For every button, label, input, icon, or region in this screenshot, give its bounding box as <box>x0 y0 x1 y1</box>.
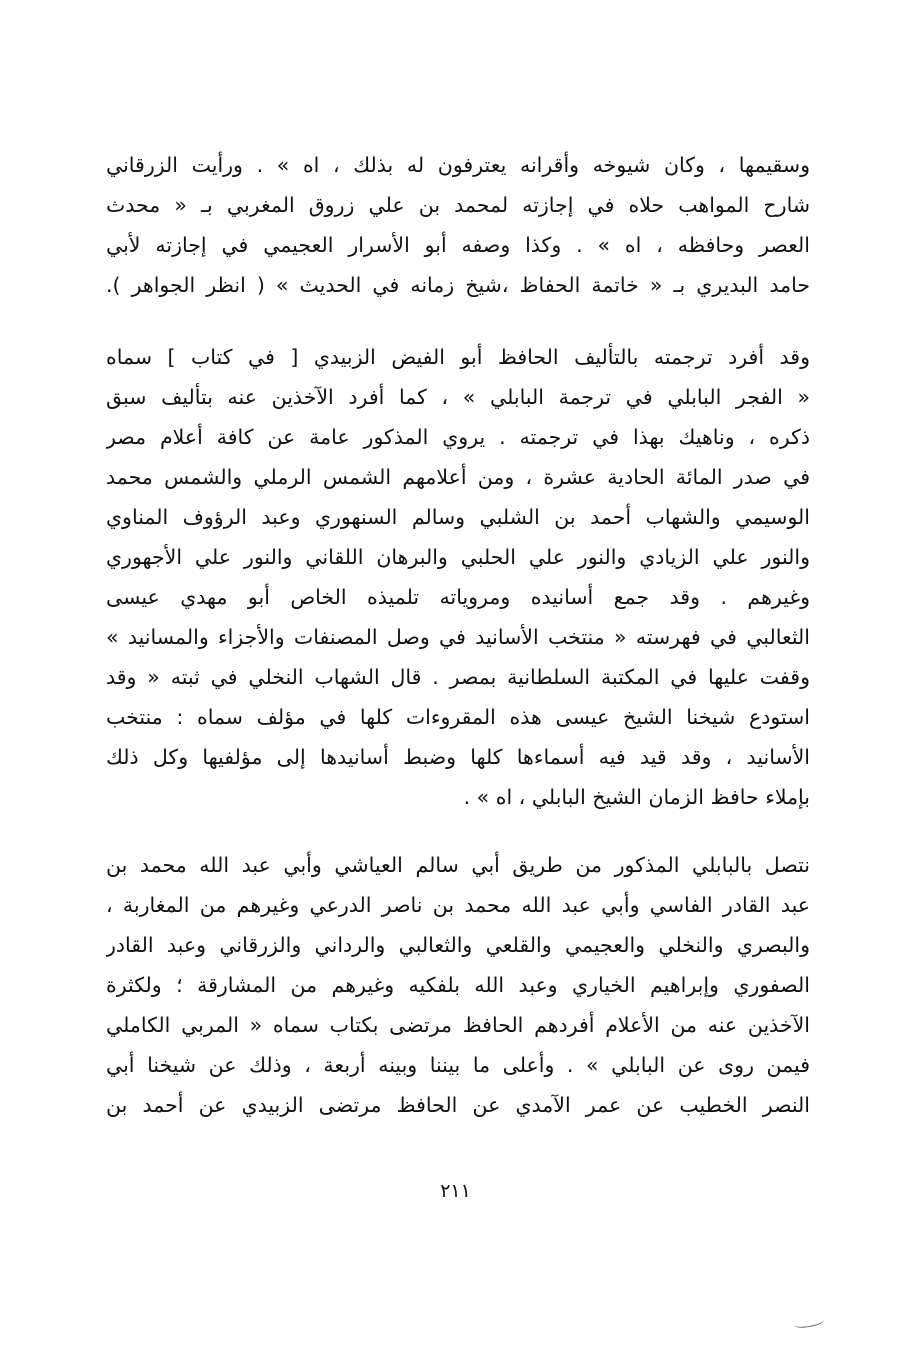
text-line: الثعالبي في فهرسته « منتخب الأسانيد في وصل المصنفات والأجزاء والمسانيد » <box>106 625 810 649</box>
pen-mark <box>793 1315 824 1329</box>
text-line: وغيرهم . وقد جمع أسانيده ومروياته تلميذه الخاص أبو مهدي عيسى <box>106 585 810 609</box>
text-line: الأسانيد ، وقد قيد فيه أسماءها كلها وضبط أسانيدها إلى مؤلفيها وكل ذلك <box>106 745 810 769</box>
text-line: نتصل بالبابلي المذكور من طريق أبي سالم العياشي وأبي عبد الله محمد بن <box>106 853 810 877</box>
text-line: بإملاء حافظ الزمان الشيخ البابلي ، اه » . <box>463 785 810 809</box>
text-line: النصر الخطيب عن عمر الآمدي عن الحافظ مرتضى الزبيدي عن أحمد بن <box>106 1093 810 1117</box>
text-line: « الفجر البابلي في ترجمة البابلي » ، كما أفرد الآخذين عنه بتأليف سبق <box>106 385 810 409</box>
text-line: وسقيمها ، وكان شيوخه وأقرانه يعترفون له بذلك ، اه » . ورأيت الزرقاني <box>106 153 810 177</box>
text-line: في صدر المائة الحادية عشرة ، ومن أعلامهم الشمس الرملي والشمس محمد <box>106 465 810 489</box>
text-line: فيمن روى عن البابلي » . وأعلى ما بيننا وبينه أربعة ، وذلك عن شيخنا أبي <box>106 1053 810 1077</box>
text-line: حامد البديري بـ « خاتمة الحفاظ ،شيخ زمانه في الحديث » ( انظر الجواهر ). <box>106 273 810 297</box>
text-line: وقفت عليها في المكتبة السلطانية بمصر . قال الشهاب النخلي في ثبته « وقد <box>106 665 810 689</box>
paragraph-3 <box>106 845 810 1125</box>
text-line: الصفوري وإبراهيم الخياري وعبد الله بلفكيه وغيرهم من المشارقة ؛ ولكثرة <box>106 973 810 997</box>
text-line: استودع شيخنا الشيخ عيسى هذه المقروءات كلها في مؤلف سماه : منتخب <box>106 705 810 729</box>
page-number: ٢١١ <box>440 1180 471 1202</box>
text-line: وقد أفرد ترجمته بالتأليف الحافظ أبو الفيض الزبيدي [ في كتاب ] سماه <box>106 345 810 369</box>
text-line: والبصري والنخلي والعجيمي والقلعي والثعالبي والرداني والزرقاني وعبد القادر <box>106 933 810 957</box>
paragraph-1 <box>106 145 810 305</box>
text-line: الوسيمي والشهاب أحمد بن الشلبي وسالم السنهوري وعبد الرؤوف المناوي <box>106 505 810 529</box>
text-line: عبد القادر الفاسي وأبي عبد الله محمد بن ناصر الدرعي وغيرهم من المغاربة ، <box>106 893 810 917</box>
text-line: ذكره ، وناهيك بهذا في ترجمته . يروي المذكور عامة عن كافة أعلام مصر <box>106 425 810 449</box>
paragraph-2 <box>106 337 810 817</box>
text-line: العصر وحافظه ، اه » . وكذا وصفه أبو الأسرار العجيمي في إجازته لأبي <box>106 233 810 257</box>
text-line: والنور علي الزيادي والنور علي الحلبي والبرهان اللقاني والنور علي الأجهوري <box>106 545 810 569</box>
text-line: شارح المواهب حلاه في إجازته لمحمد بن علي زروق المغربي بـ « محدث <box>106 193 810 217</box>
text-line: الآخذين عنه من الأعلام أفردهم الحافظ مرتضى بكتاب سماه « المربي الكاملي <box>106 1013 810 1037</box>
